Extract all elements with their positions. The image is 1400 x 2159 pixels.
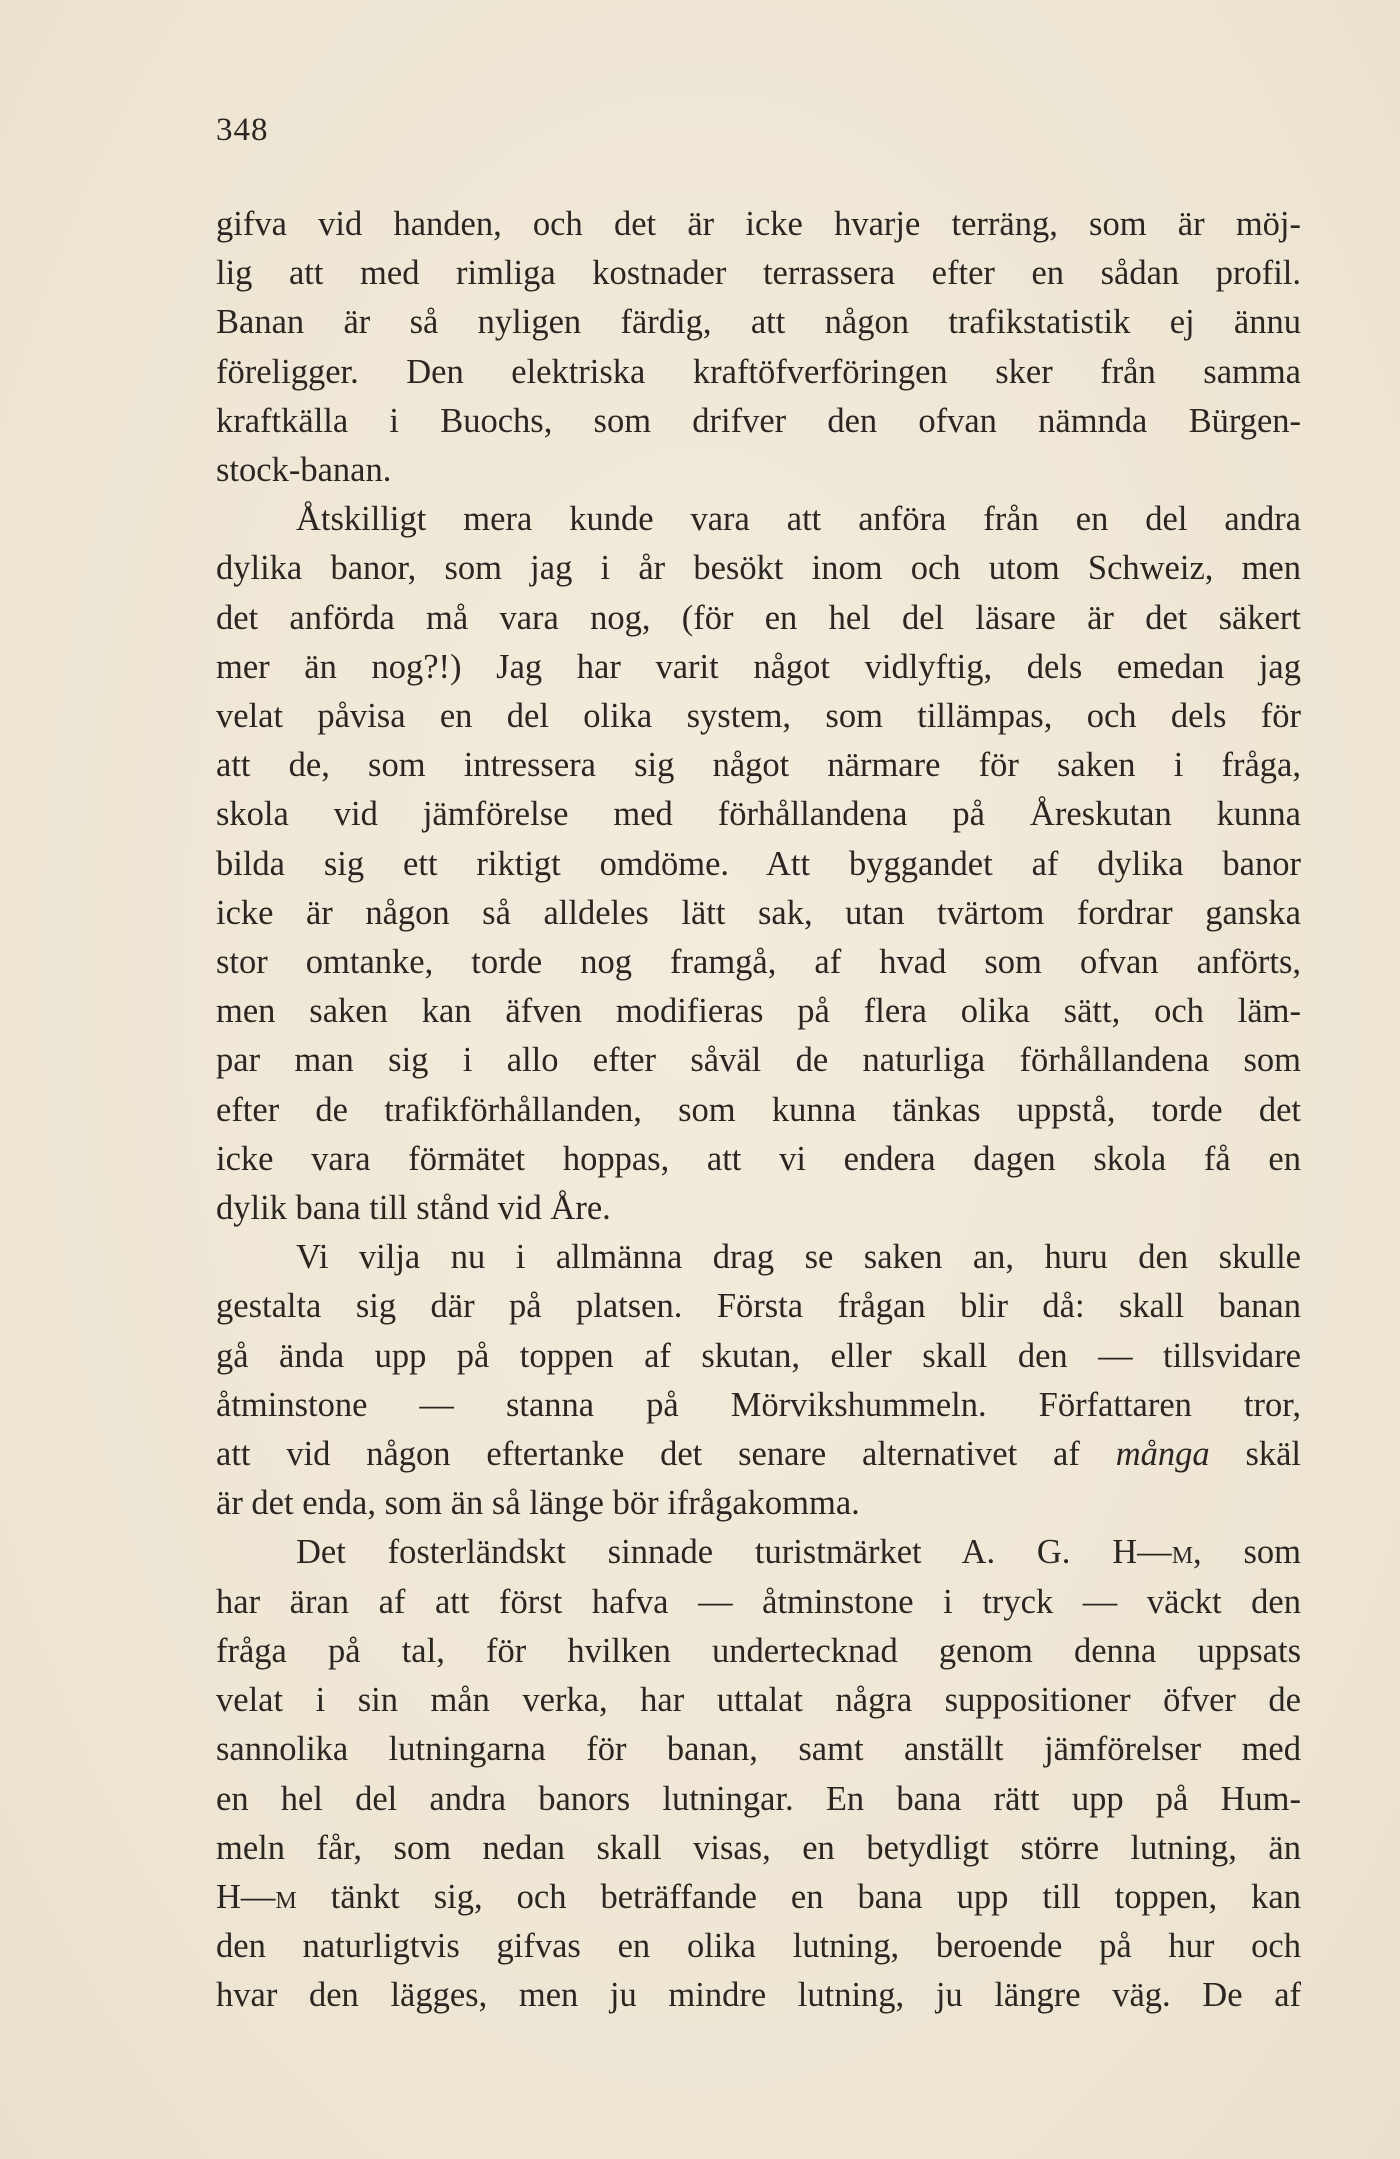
text-line: icke är någon så alldeles lätt sak, utan tvärtom fordrar ganska	[216, 893, 1301, 932]
page-number: 348	[216, 112, 269, 148]
small-caps-letter: m	[275, 1877, 297, 1916]
text-line: stor omtanke, torde nog framgå, af hvad som ofvan anförts,	[216, 943, 1301, 982]
italic-word: många	[1115, 1435, 1210, 1474]
text-line: Åtskilligt mera kunde vara att anföra från en del andra	[296, 500, 1301, 539]
paragraph-3	[216, 1233, 1301, 1528]
text-line: föreligger. Den elektriska kraftöfverföringen sker från samma	[216, 352, 1301, 391]
text-line: är det enda, som än så länge bör ifrågakomma.	[216, 1484, 860, 1523]
paragraph-1	[216, 200, 1301, 495]
text-line: dylika banor, som jag i år besökt inom och utom Schweiz, men	[216, 549, 1301, 588]
text-line: har äran af att först hafva — åtminstone i tryck — väckt den	[216, 1582, 1301, 1621]
text-line	[216, 1430, 1301, 1479]
body-text	[216, 200, 1301, 2021]
text-line: fråga på tal, för hvilken undertecknad genom denna uppsats	[216, 1631, 1301, 1670]
text-line: dylik bana till stånd vid Åre.	[216, 1189, 611, 1228]
text-line-part: tänkt sig, och beträffande en bana upp till toppen, kan	[296, 1877, 1301, 1916]
text-line: par man sig i allo efter såväl de naturliga förhållandena som	[216, 1041, 1301, 1080]
text-line: kraftkälla i Buochs, som drifver den ofvan nämnda Bürgen-	[216, 401, 1301, 440]
text-line: mer än nog?!) Jag har varit något vidlyftig, dels emedan jag	[216, 647, 1301, 686]
text-line: Banan är så nyligen färdig, att någon trafikstatistik ej ännu	[216, 303, 1301, 342]
text-line: lig att med rimliga kostnader terrassera efter en sådan profil.	[216, 254, 1301, 293]
text-line: gå ända upp på toppen af skutan, eller skall den — tillsvidare	[216, 1336, 1301, 1375]
text-line: hvar den lägges, men ju mindre lutning, ju längre väg. De af	[216, 1976, 1301, 2015]
text-line: Vi vilja nu i allmänna drag se saken an, huru den skulle	[296, 1238, 1301, 1277]
text-line: åtminstone — stanna på Mörvikshummeln. Författaren tror,	[216, 1385, 1301, 1424]
text-line: det anförda må vara nog, (för en hel del läsare är det säkert	[216, 598, 1301, 637]
text-line-part: skäl	[1209, 1435, 1302, 1474]
text-line: skola vid jämförelse med förhållandena på Åreskutan kunna	[216, 795, 1301, 834]
text-line: gestalta sig där på platsen. Första frågan blir då: skall banan	[216, 1287, 1301, 1326]
text-line: den naturligtvis gifvas en olika lutning, beroende på hur och	[216, 1927, 1301, 1966]
text-line: bilda sig ett riktigt omdöme. Att byggandet af dylika banor	[216, 844, 1301, 883]
text-line: velat påvisa en del olika system, som tillämpas, och dels för	[216, 697, 1301, 736]
text-line: gifva vid handen, och det är icke hvarje terräng, som är möj-	[216, 205, 1301, 243]
text-line-part: att vid någon eftertanke det senare alternativet af	[216, 1435, 1080, 1474]
text-line	[216, 1528, 1301, 1577]
text-line	[216, 1873, 1301, 1922]
paragraph-2	[216, 495, 1301, 1233]
text-line: meln får, som nedan skall visas, en betydligt större lutning, än	[216, 1828, 1301, 1867]
small-caps-letter: m	[1171, 1533, 1194, 1572]
text-line-part: , som	[1193, 1533, 1301, 1572]
text-line-part: H—	[216, 1877, 276, 1916]
paragraph-4	[216, 1528, 1301, 2020]
text-line: icke vara förmätet hoppas, att vi endera dagen skola få en	[216, 1139, 1301, 1178]
text-line: att de, som intressera sig något närmare för saken i fråga,	[216, 746, 1301, 785]
text-line: stock-banan.	[216, 451, 392, 490]
text-line-part: Det fosterländskt sinnade turistmärket A. G. H—	[296, 1533, 1172, 1572]
text-line: sannolika lutningarna för banan, samt anställt jämförelser med	[216, 1730, 1301, 1769]
text-line: velat i sin mån verka, har uttalat några suppositioner öfver de	[216, 1681, 1301, 1720]
text-line: efter de trafikförhållanden, som kunna tänkas uppstå, torde det	[216, 1090, 1301, 1129]
text-line: en hel del andra banors lutningar. En bana rätt upp på Hum-	[216, 1779, 1301, 1818]
text-line: men saken kan äfven modifieras på flera olika sätt, och läm-	[216, 992, 1301, 1031]
